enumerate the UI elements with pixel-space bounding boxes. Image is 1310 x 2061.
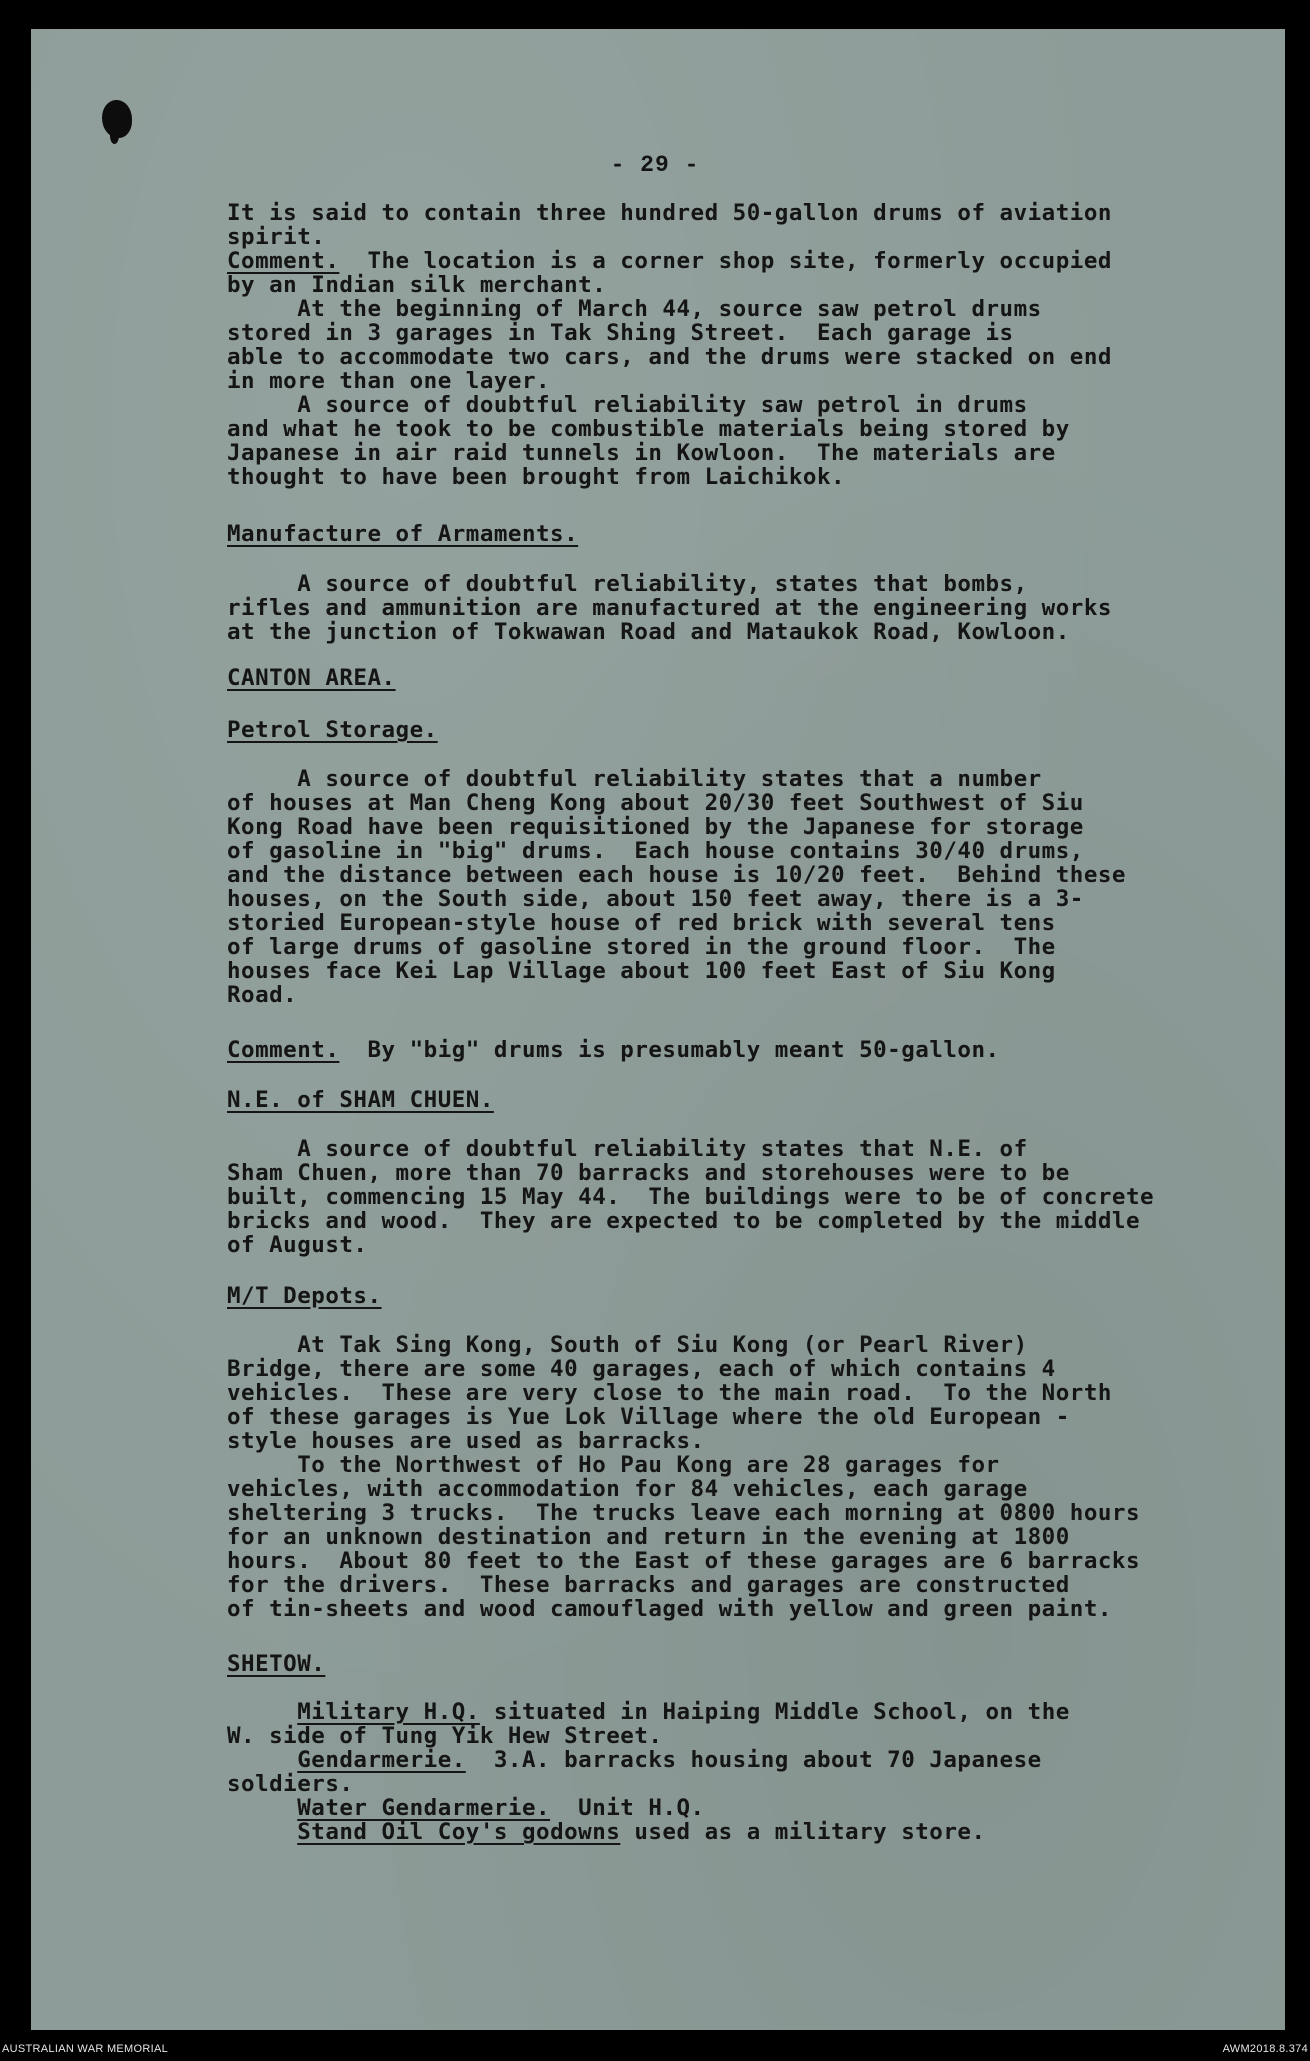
entry-military-hq [227, 1700, 1070, 1748]
entry-text: used as a military store. [620, 1819, 986, 1845]
comment-big-drums [227, 1038, 1000, 1062]
comment-label: Comment. [227, 1037, 340, 1063]
heading-shetow: SHETOW. [227, 1651, 326, 1677]
heading-mt-depots: M/T Depots. [227, 1283, 382, 1309]
ink-blot-tail [110, 128, 119, 144]
comment-location [227, 249, 1112, 297]
paragraph-sham-chuen-barracks: A source of doubtful reliability states that N.E. of Sham Chuen, more than 70 barracks and storehouses were to be built, commencing 15 May 44. The buildings were to be of concrete bricks and wood. They are expected to be completed by the middle of August. [227, 1136, 1155, 1258]
comment-text: By "big" drums is presumably meant 50-gallon. [339, 1037, 1000, 1063]
paragraph-armaments: A source of doubtful reliability, states that bombs, rifles and ammunition are manufactured at the engineering works at the junction of Tokwawan Road and Mataukok Road, Kowloon. [227, 571, 1112, 645]
entry-label: Stand Oil Coy's godowns [297, 1819, 621, 1845]
entry-label: Gendarmerie. [297, 1747, 466, 1773]
entry-text: Unit H.Q. [550, 1795, 705, 1821]
entry-text: situated in Haiping Middle School, on the W. side of Tung Yik Hew Street. [227, 1699, 1070, 1749]
footer-institution: AUSTRALIAN WAR MEMORIAL [2, 2043, 169, 2055]
heading-manufacture-of-armaments: Manufacture of Armaments. [227, 521, 579, 547]
entry-label: Military H.Q. [297, 1699, 480, 1725]
heading-canton-area: CANTON AREA. [227, 665, 396, 691]
entry-gendarmerie [227, 1748, 1042, 1796]
entry-water-gendarmerie [227, 1796, 705, 1820]
entry-text: 3.A. barracks housing about 70 Japanese soldiers. [227, 1747, 1042, 1797]
entry-stand-oil-godowns [227, 1820, 986, 1844]
paragraph-man-cheng-kong: A source of doubtful reliability states that a number of houses at Man Cheng Kong about 20/30 feet Southwest of Siu Kong Road have been requisitioned by the Japanese for storage of gasoline in "big" drums. Each house contains 30/40 drums, and the distance between each house is 10/20 feet. Behind these houses, on the South side, about 150 feet away, there is a 3- storied European-style house of red brick with several tens of large drums of gasoline stored in the ground floor. The houses face Kei Lap Village about 100 feet East of Siu Kong Road. [227, 766, 1126, 1008]
paragraph-ho-pau-kong: To the Northwest of Ho Pau Kong are 28 garages for vehicles, with accommodation for 84 vehicles, each garage sheltering 3 trucks. The trucks leave each morning at 0800 hours for an unknown destination and return in the evening at 1800 hours. About 80 feet to the East of these garages are 6 barracks for the drivers. These barracks and garages are constructed of tin-sheets and wood camouflaged with yellow and green paint. [227, 1452, 1140, 1622]
paragraph-tak-sing-kong: At Tak Sing Kong, South of Siu Kong (or Pearl River) Bridge, there are some 40 garages, each of which contains 4 vehicles. These are very close to the main road. To the North of these garages is Yue Lok Village where the old European - style houses are used as barracks. [227, 1332, 1112, 1454]
paragraph-tak-shing-street: At the beginning of March 44, source saw petrol drums stored in 3 garages in Tak Shing Street. Each garage is able to accommodate two cars, and the drums were stacked on end in more than one layer. [227, 296, 1112, 394]
comment-text: The location is a corner shop site, formerly occupied by an Indian silk merchant. [227, 248, 1112, 298]
page-number: - 29 - [610, 152, 700, 178]
paragraph-air-raid-tunnels: A source of doubtful reliability saw petrol in drums and what he took to be combustible materials being stored by Japanese in air raid tunnels in Kowloon. The materials are thought to have been brought from Laichikok. [227, 392, 1070, 490]
paragraph-aviation-spirit: It is said to contain three hundred 50-gallon drums of aviation spirit. [227, 200, 1112, 250]
heading-ne-of-sham-chuen: N.E. of SHAM CHUEN. [227, 1087, 494, 1113]
entry-label: Water Gendarmerie. [297, 1795, 551, 1821]
heading-petrol-storage: Petrol Storage. [227, 717, 438, 743]
footer-catalogue-id: AWM2018.8.374 [1222, 2043, 1308, 2055]
comment-label: Comment. [227, 248, 340, 274]
